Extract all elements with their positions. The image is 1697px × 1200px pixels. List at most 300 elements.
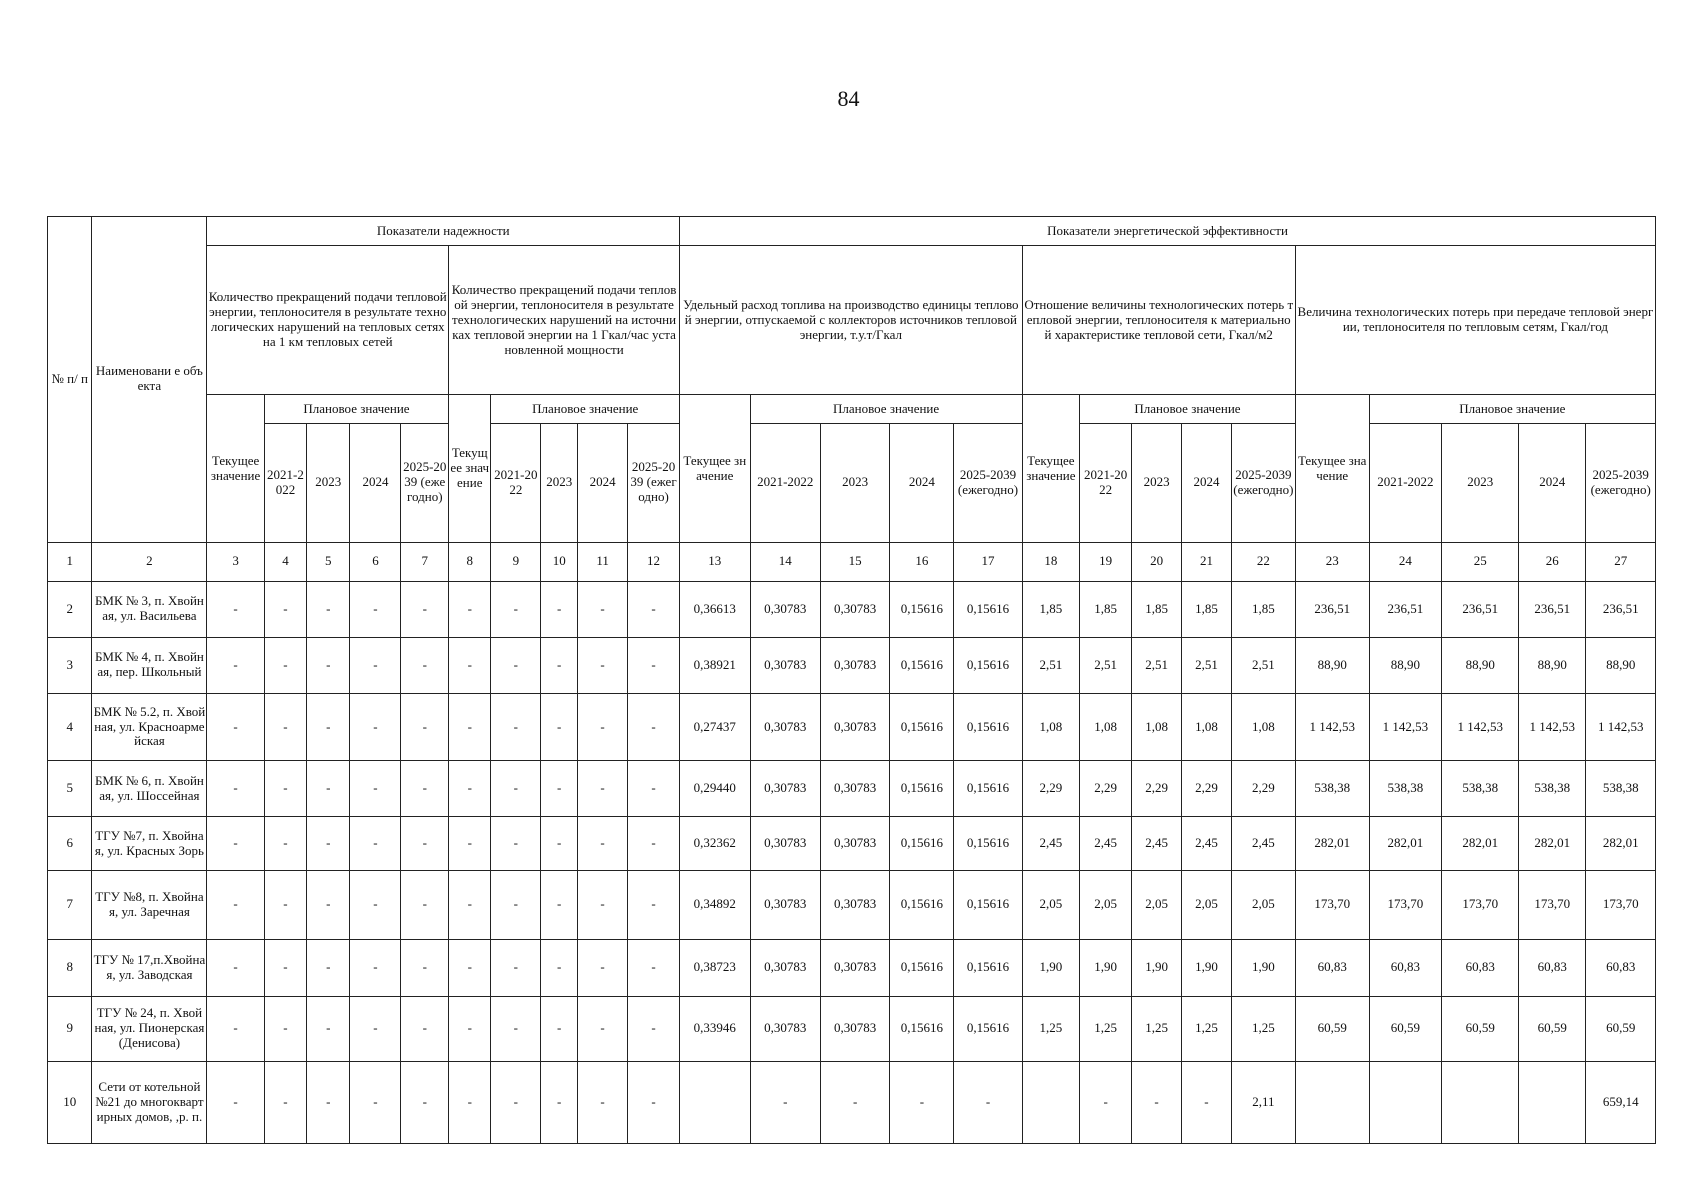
column-index-cell: 13 bbox=[680, 542, 750, 581]
value-cell: - bbox=[541, 637, 578, 693]
table-row bbox=[48, 637, 1656, 693]
value-cell: - bbox=[890, 1061, 954, 1143]
value-cell: - bbox=[350, 693, 401, 760]
value-cell: 2,51 bbox=[1022, 637, 1079, 693]
value-cell: - bbox=[307, 817, 350, 871]
value-cell: 282,01 bbox=[1369, 817, 1442, 871]
row-number-cell: 3 bbox=[48, 637, 92, 693]
value-cell: 0,30783 bbox=[750, 817, 820, 871]
column-index-cell: 21 bbox=[1182, 542, 1232, 581]
value-cell: 0,30783 bbox=[750, 761, 820, 817]
row-number-cell: 10 bbox=[48, 1061, 92, 1143]
row-number-cell: 5 bbox=[48, 761, 92, 817]
value-cell: - bbox=[491, 996, 541, 1061]
column-index-cell: 14 bbox=[750, 542, 820, 581]
value-cell: 173,70 bbox=[1442, 871, 1519, 939]
year-header: 2024 bbox=[1182, 423, 1232, 542]
value-cell: 0,15616 bbox=[890, 761, 954, 817]
value-cell: - bbox=[449, 871, 491, 939]
row-number-cell: 6 bbox=[48, 817, 92, 871]
value-cell: - bbox=[207, 693, 264, 760]
value-cell: 0,30783 bbox=[820, 693, 889, 760]
value-cell: 88,90 bbox=[1295, 637, 1369, 693]
value-cell: 1,08 bbox=[1182, 693, 1232, 760]
value-cell: - bbox=[449, 581, 491, 637]
value-cell: 2,45 bbox=[1080, 817, 1132, 871]
value-cell: - bbox=[541, 761, 578, 817]
value-cell: - bbox=[578, 871, 628, 939]
value-cell: 0,30783 bbox=[750, 996, 820, 1061]
value-cell: - bbox=[541, 939, 578, 996]
value-cell: 0,27437 bbox=[680, 693, 750, 760]
value-cell: 60,83 bbox=[1519, 939, 1586, 996]
value-cell: 1,85 bbox=[1022, 581, 1079, 637]
column-index-cell: 17 bbox=[954, 542, 1022, 581]
value-cell: - bbox=[449, 637, 491, 693]
value-cell: - bbox=[628, 871, 680, 939]
value-cell: 0,34892 bbox=[680, 871, 750, 939]
value-cell: - bbox=[401, 996, 449, 1061]
value-cell: - bbox=[264, 581, 306, 637]
value-cell: 1,25 bbox=[1022, 996, 1079, 1061]
value-cell: - bbox=[350, 761, 401, 817]
value-cell: 0,15616 bbox=[890, 637, 954, 693]
value-cell: 1 142,53 bbox=[1519, 693, 1586, 760]
value-cell: - bbox=[628, 996, 680, 1061]
value-cell: - bbox=[401, 581, 449, 637]
row-number-cell: 2 bbox=[48, 581, 92, 637]
value-cell: - bbox=[628, 939, 680, 996]
object-name-cell: ТГУ №7, п. Хвойная, ул. Красных Зорь bbox=[92, 817, 207, 871]
column-index-cell: 8 bbox=[449, 542, 491, 581]
value-cell: 1,90 bbox=[1080, 939, 1132, 996]
column-index-cell: 9 bbox=[491, 542, 541, 581]
value-cell: - bbox=[307, 761, 350, 817]
column-index-cell: 1 bbox=[48, 542, 92, 581]
network-outages-header: Количество прекращений подачи тепловой энергии, теплоносителя в результате технологических нарушений на тепловых сетях на 1 км тепловых сетей bbox=[207, 246, 449, 395]
value-cell: - bbox=[541, 871, 578, 939]
value-cell: 2,45 bbox=[1022, 817, 1079, 871]
value-cell: 1,25 bbox=[1231, 996, 1295, 1061]
value-cell: 2,29 bbox=[1231, 761, 1295, 817]
value-cell bbox=[1295, 1061, 1369, 1143]
value-cell: - bbox=[207, 939, 264, 996]
object-name-cell: ТГУ № 17,п.Хвойная, ул. Заводская bbox=[92, 939, 207, 996]
value-cell: 0,33946 bbox=[680, 996, 750, 1061]
value-cell: 173,70 bbox=[1519, 871, 1586, 939]
current-value-header: Текущее значение bbox=[1022, 395, 1079, 542]
value-cell: - bbox=[401, 637, 449, 693]
column-index-row-group bbox=[48, 542, 1656, 581]
value-cell: - bbox=[350, 996, 401, 1061]
value-cell: 2,51 bbox=[1231, 637, 1295, 693]
value-cell: 0,15616 bbox=[954, 761, 1022, 817]
value-cell: 173,70 bbox=[1586, 871, 1656, 939]
value-cell: - bbox=[350, 581, 401, 637]
page-number: 84 bbox=[837, 86, 860, 111]
value-cell: - bbox=[628, 761, 680, 817]
value-cell: - bbox=[207, 1061, 264, 1143]
value-cell: 1,08 bbox=[1022, 693, 1079, 760]
value-cell: - bbox=[491, 761, 541, 817]
value-cell: 2,11 bbox=[1231, 1061, 1295, 1143]
value-cell: - bbox=[307, 693, 350, 760]
value-cell: - bbox=[401, 817, 449, 871]
column-index-cell: 6 bbox=[350, 542, 401, 581]
value-cell: 2,05 bbox=[1182, 871, 1232, 939]
value-cell: - bbox=[449, 939, 491, 996]
value-cell: - bbox=[578, 1061, 628, 1143]
value-cell: 2,29 bbox=[1132, 761, 1182, 817]
table-row bbox=[48, 996, 1656, 1061]
value-cell: 0,32362 bbox=[680, 817, 750, 871]
planned-value-header: Плановое значение bbox=[750, 395, 1022, 423]
value-cell: - bbox=[578, 996, 628, 1061]
object-name-cell: Сети от котельной №21 до многоквартирных домов, ,р. п. bbox=[92, 1061, 207, 1143]
value-cell: 1,90 bbox=[1231, 939, 1295, 996]
value-cell: 0,15616 bbox=[954, 693, 1022, 760]
value-cell: 282,01 bbox=[1519, 817, 1586, 871]
value-cell bbox=[1519, 1061, 1586, 1143]
value-cell: - bbox=[491, 581, 541, 637]
year-header: 2021-2022 bbox=[1080, 423, 1132, 542]
value-cell: 1,08 bbox=[1231, 693, 1295, 760]
value-cell: - bbox=[350, 637, 401, 693]
value-cell: 60,83 bbox=[1442, 939, 1519, 996]
value-cell: 2,05 bbox=[1132, 871, 1182, 939]
value-cell: 0,15616 bbox=[954, 996, 1022, 1061]
fuel-consumption-header: Удельный расход топлива на производство единицы тепловой энергии, отпускаемой с коллекторов источников тепловой энергии, т.у.т/Гкал bbox=[680, 246, 1023, 395]
value-cell: - bbox=[401, 939, 449, 996]
value-cell: 2,45 bbox=[1132, 817, 1182, 871]
value-cell: 2,51 bbox=[1132, 637, 1182, 693]
value-cell: - bbox=[578, 817, 628, 871]
efficiency-group-header: Показатели энергетической эффективности bbox=[680, 217, 1656, 246]
value-cell: 236,51 bbox=[1519, 581, 1586, 637]
column-index-cell: 18 bbox=[1022, 542, 1079, 581]
value-cell: 1,90 bbox=[1132, 939, 1182, 996]
column-index-cell: 5 bbox=[307, 542, 350, 581]
column-index-cell: 16 bbox=[890, 542, 954, 581]
value-cell: - bbox=[1132, 1061, 1182, 1143]
value-cell: 1,85 bbox=[1231, 581, 1295, 637]
value-cell: - bbox=[264, 871, 306, 939]
value-cell: - bbox=[449, 817, 491, 871]
year-header: 2023 bbox=[1132, 423, 1182, 542]
value-cell: - bbox=[578, 939, 628, 996]
year-header: 2025-2039 (ежегодно) bbox=[401, 423, 449, 542]
value-cell: 0,15616 bbox=[890, 693, 954, 760]
object-name-cell: БМК № 4, п. Хвойная, пер. Школьный bbox=[92, 637, 207, 693]
value-cell: - bbox=[264, 817, 306, 871]
value-cell: 1 142,53 bbox=[1369, 693, 1442, 760]
value-cell: 538,38 bbox=[1442, 761, 1519, 817]
current-value-header: Текущее значение bbox=[207, 395, 264, 542]
value-cell: 1,90 bbox=[1022, 939, 1079, 996]
value-cell: - bbox=[628, 817, 680, 871]
value-cell: - bbox=[401, 871, 449, 939]
value-cell: - bbox=[491, 693, 541, 760]
year-header: 2023 bbox=[541, 423, 578, 542]
value-cell: 0,15616 bbox=[954, 871, 1022, 939]
value-cell: 0,15616 bbox=[890, 581, 954, 637]
value-cell: - bbox=[491, 871, 541, 939]
value-cell: 538,38 bbox=[1369, 761, 1442, 817]
value-cell: 0,15616 bbox=[954, 581, 1022, 637]
object-name-cell: БМК № 5.2, п. Хвойная, ул. Красноармейская bbox=[92, 693, 207, 760]
value-cell: - bbox=[449, 761, 491, 817]
value-cell: 60,59 bbox=[1586, 996, 1656, 1061]
value-cell: 0,30783 bbox=[820, 581, 889, 637]
value-cell: - bbox=[449, 1061, 491, 1143]
value-cell: 1,90 bbox=[1182, 939, 1232, 996]
value-cell: - bbox=[449, 996, 491, 1061]
value-cell: 0,15616 bbox=[954, 637, 1022, 693]
value-cell: - bbox=[628, 637, 680, 693]
value-cell: - bbox=[578, 581, 628, 637]
value-cell: 236,51 bbox=[1442, 581, 1519, 637]
value-cell: 2,29 bbox=[1080, 761, 1132, 817]
object-name-cell: БМК № 3, п. Хвойная, ул. Васильева bbox=[92, 581, 207, 637]
column-index-cell: 27 bbox=[1586, 542, 1656, 581]
value-cell: - bbox=[541, 1061, 578, 1143]
column-index-cell: 10 bbox=[541, 542, 578, 581]
value-cell: 60,59 bbox=[1519, 996, 1586, 1061]
value-cell: 0,38921 bbox=[680, 637, 750, 693]
value-cell: 60,83 bbox=[1295, 939, 1369, 996]
year-header: 2023 bbox=[307, 423, 350, 542]
value-cell: 0,30783 bbox=[820, 817, 889, 871]
column-index-cell: 15 bbox=[820, 542, 889, 581]
column-index-row bbox=[48, 542, 1656, 581]
value-cell: - bbox=[1182, 1061, 1232, 1143]
year-header: 2021-2022 bbox=[264, 423, 306, 542]
column-index-cell: 7 bbox=[401, 542, 449, 581]
column-index-cell: 24 bbox=[1369, 542, 1442, 581]
reliability-group-header: Показатели надежности bbox=[207, 217, 680, 246]
value-cell: - bbox=[401, 1061, 449, 1143]
value-cell: - bbox=[207, 637, 264, 693]
value-cell: 0,36613 bbox=[680, 581, 750, 637]
value-cell: - bbox=[541, 817, 578, 871]
column-index-cell: 11 bbox=[578, 542, 628, 581]
value-cell: 2,05 bbox=[1080, 871, 1132, 939]
value-cell: 0,29440 bbox=[680, 761, 750, 817]
value-cell: - bbox=[491, 1061, 541, 1143]
value-cell: 60,59 bbox=[1295, 996, 1369, 1061]
value-cell: 2,51 bbox=[1182, 637, 1232, 693]
planned-value-header: Плановое значение bbox=[264, 395, 448, 423]
row-number-cell: 8 bbox=[48, 939, 92, 996]
value-cell: - bbox=[491, 817, 541, 871]
column-index-cell: 25 bbox=[1442, 542, 1519, 581]
value-cell: 0,30783 bbox=[750, 637, 820, 693]
value-cell: 1,25 bbox=[1080, 996, 1132, 1061]
value-cell: 2,45 bbox=[1231, 817, 1295, 871]
current-value-header: Текущее значение bbox=[680, 395, 750, 542]
value-cell: 1 142,53 bbox=[1586, 693, 1656, 760]
value-cell: - bbox=[541, 996, 578, 1061]
current-value-header: Текущее значение bbox=[1295, 395, 1369, 542]
value-cell: 0,15616 bbox=[954, 817, 1022, 871]
value-cell: - bbox=[207, 871, 264, 939]
value-cell: 0,30783 bbox=[820, 637, 889, 693]
value-cell bbox=[1442, 1061, 1519, 1143]
data-rows bbox=[48, 581, 1656, 1143]
row-number-cell: 4 bbox=[48, 693, 92, 760]
year-header: 2025-2039 (ежегодно) bbox=[954, 423, 1022, 542]
year-header: 2025-2039 (ежегодно) bbox=[1231, 423, 1295, 542]
value-cell: - bbox=[264, 996, 306, 1061]
planned-value-header: Плановое значение bbox=[491, 395, 680, 423]
value-cell: - bbox=[578, 637, 628, 693]
value-cell: 282,01 bbox=[1442, 817, 1519, 871]
table-row bbox=[48, 817, 1656, 871]
planned-value-header: Плановое значение bbox=[1080, 395, 1296, 423]
value-cell: 2,45 bbox=[1182, 817, 1232, 871]
value-cell: 1,25 bbox=[1132, 996, 1182, 1061]
value-cell: 1,08 bbox=[1080, 693, 1132, 760]
column-index-cell: 19 bbox=[1080, 542, 1132, 581]
value-cell: - bbox=[491, 637, 541, 693]
column-index-cell: 22 bbox=[1231, 542, 1295, 581]
column-index-cell: 20 bbox=[1132, 542, 1182, 581]
value-cell: - bbox=[401, 693, 449, 760]
value-cell: - bbox=[264, 761, 306, 817]
column-index-cell: 2 bbox=[92, 542, 207, 581]
table-row bbox=[48, 693, 1656, 760]
value-cell bbox=[680, 1061, 750, 1143]
value-cell: 88,90 bbox=[1519, 637, 1586, 693]
value-cell: 0,30783 bbox=[750, 693, 820, 760]
value-cell: 0,30783 bbox=[750, 581, 820, 637]
value-cell: 0,15616 bbox=[890, 939, 954, 996]
table-row bbox=[48, 1061, 1656, 1143]
value-cell: 0,30783 bbox=[750, 871, 820, 939]
year-header: 2024 bbox=[1519, 423, 1586, 542]
value-cell: 538,38 bbox=[1519, 761, 1586, 817]
value-cell: 236,51 bbox=[1586, 581, 1656, 637]
value-cell: - bbox=[207, 996, 264, 1061]
value-cell: - bbox=[307, 939, 350, 996]
value-cell: - bbox=[307, 871, 350, 939]
value-cell: 2,29 bbox=[1022, 761, 1079, 817]
value-cell: - bbox=[820, 1061, 889, 1143]
year-header: 2023 bbox=[820, 423, 889, 542]
value-cell: - bbox=[264, 1061, 306, 1143]
row-number-cell: 9 bbox=[48, 996, 92, 1061]
value-cell: 0,38723 bbox=[680, 939, 750, 996]
value-cell: 2,51 bbox=[1080, 637, 1132, 693]
value-cell: 1,85 bbox=[1080, 581, 1132, 637]
value-cell: - bbox=[264, 939, 306, 996]
value-cell: 88,90 bbox=[1442, 637, 1519, 693]
value-cell: - bbox=[449, 693, 491, 760]
value-cell: 1 142,53 bbox=[1442, 693, 1519, 760]
value-cell: 659,14 bbox=[1586, 1061, 1656, 1143]
value-cell: 173,70 bbox=[1295, 871, 1369, 939]
indicators-table bbox=[47, 216, 1656, 1144]
year-header: 2025-2039 (ежегодно) bbox=[1586, 423, 1656, 542]
value-cell: - bbox=[628, 581, 680, 637]
value-cell: 0,30783 bbox=[820, 939, 889, 996]
value-cell: 2,05 bbox=[1231, 871, 1295, 939]
table-row bbox=[48, 871, 1656, 939]
value-cell: - bbox=[264, 637, 306, 693]
value-cell: - bbox=[307, 1061, 350, 1143]
year-header: 2021-2022 bbox=[491, 423, 541, 542]
value-cell: - bbox=[1080, 1061, 1132, 1143]
value-cell: 0,15616 bbox=[890, 996, 954, 1061]
column-index-cell: 12 bbox=[628, 542, 680, 581]
column-index-cell: 23 bbox=[1295, 542, 1369, 581]
value-cell: 60,59 bbox=[1369, 996, 1442, 1061]
value-cell: 1,25 bbox=[1182, 996, 1232, 1061]
value-cell: - bbox=[350, 1061, 401, 1143]
year-header: 2021-2022 bbox=[750, 423, 820, 542]
row-number-cell: 7 bbox=[48, 871, 92, 939]
value-cell: 236,51 bbox=[1369, 581, 1442, 637]
year-header: 2024 bbox=[350, 423, 401, 542]
value-cell: 0,30783 bbox=[820, 761, 889, 817]
table-row bbox=[48, 581, 1656, 637]
value-cell: - bbox=[307, 637, 350, 693]
value-cell: - bbox=[491, 939, 541, 996]
value-cell: - bbox=[264, 693, 306, 760]
value-cell: - bbox=[307, 996, 350, 1061]
source-outages-header: Количество прекращений подачи тепловой энергии, теплоносителя в результате технологических нарушений на источниках тепловой энергии на 1 Гкал/час установленной мощности bbox=[449, 246, 680, 395]
value-cell: 88,90 bbox=[1586, 637, 1656, 693]
value-cell: - bbox=[954, 1061, 1022, 1143]
year-header: 2025-2039 (ежегодно) bbox=[628, 423, 680, 542]
column-index-cell: 4 bbox=[264, 542, 306, 581]
object-name-cell: ТГУ № 24, п. Хвойная, ул. Пионерская (Денисова) bbox=[92, 996, 207, 1061]
loss-ratio-header: Отношение величины технологических потерь тепловой энергии, теплоносителя к материальной характеристике тепловой сети, Гкал/м2 bbox=[1022, 246, 1295, 395]
current-value-header: Текущее значение bbox=[449, 395, 491, 542]
value-cell: 0,15616 bbox=[954, 939, 1022, 996]
year-header: 2021-2022 bbox=[1369, 423, 1442, 542]
value-cell: 0,15616 bbox=[890, 817, 954, 871]
value-cell: 282,01 bbox=[1586, 817, 1656, 871]
value-cell: - bbox=[541, 581, 578, 637]
value-cell: - bbox=[350, 939, 401, 996]
value-cell: - bbox=[350, 871, 401, 939]
value-cell: 1,85 bbox=[1132, 581, 1182, 637]
value-cell: - bbox=[207, 761, 264, 817]
value-cell: 282,01 bbox=[1295, 817, 1369, 871]
value-cell: - bbox=[578, 761, 628, 817]
value-cell: 1,85 bbox=[1182, 581, 1232, 637]
year-header: 2023 bbox=[1442, 423, 1519, 542]
value-cell: - bbox=[401, 761, 449, 817]
value-cell bbox=[1369, 1061, 1442, 1143]
value-cell: - bbox=[207, 817, 264, 871]
value-cell: 0,30783 bbox=[750, 939, 820, 996]
object-name-cell: БМК № 6, п. Хвойная, ул. Шоссейная bbox=[92, 761, 207, 817]
value-cell: 1 142,53 bbox=[1295, 693, 1369, 760]
value-cell: 2,29 bbox=[1182, 761, 1232, 817]
value-cell: 236,51 bbox=[1295, 581, 1369, 637]
column-index-cell: 26 bbox=[1519, 542, 1586, 581]
technological-losses-header: Величина технологических потерь при передаче тепловой энергии, теплоносителя по тепловым сетям, Гкал/год bbox=[1295, 246, 1655, 395]
value-cell: 538,38 bbox=[1586, 761, 1656, 817]
value-cell: 0,30783 bbox=[820, 871, 889, 939]
value-cell: - bbox=[628, 1061, 680, 1143]
value-cell: - bbox=[307, 581, 350, 637]
planned-value-header: Плановое значение bbox=[1369, 395, 1655, 423]
value-cell: 0,30783 bbox=[820, 996, 889, 1061]
value-cell: 538,38 bbox=[1295, 761, 1369, 817]
